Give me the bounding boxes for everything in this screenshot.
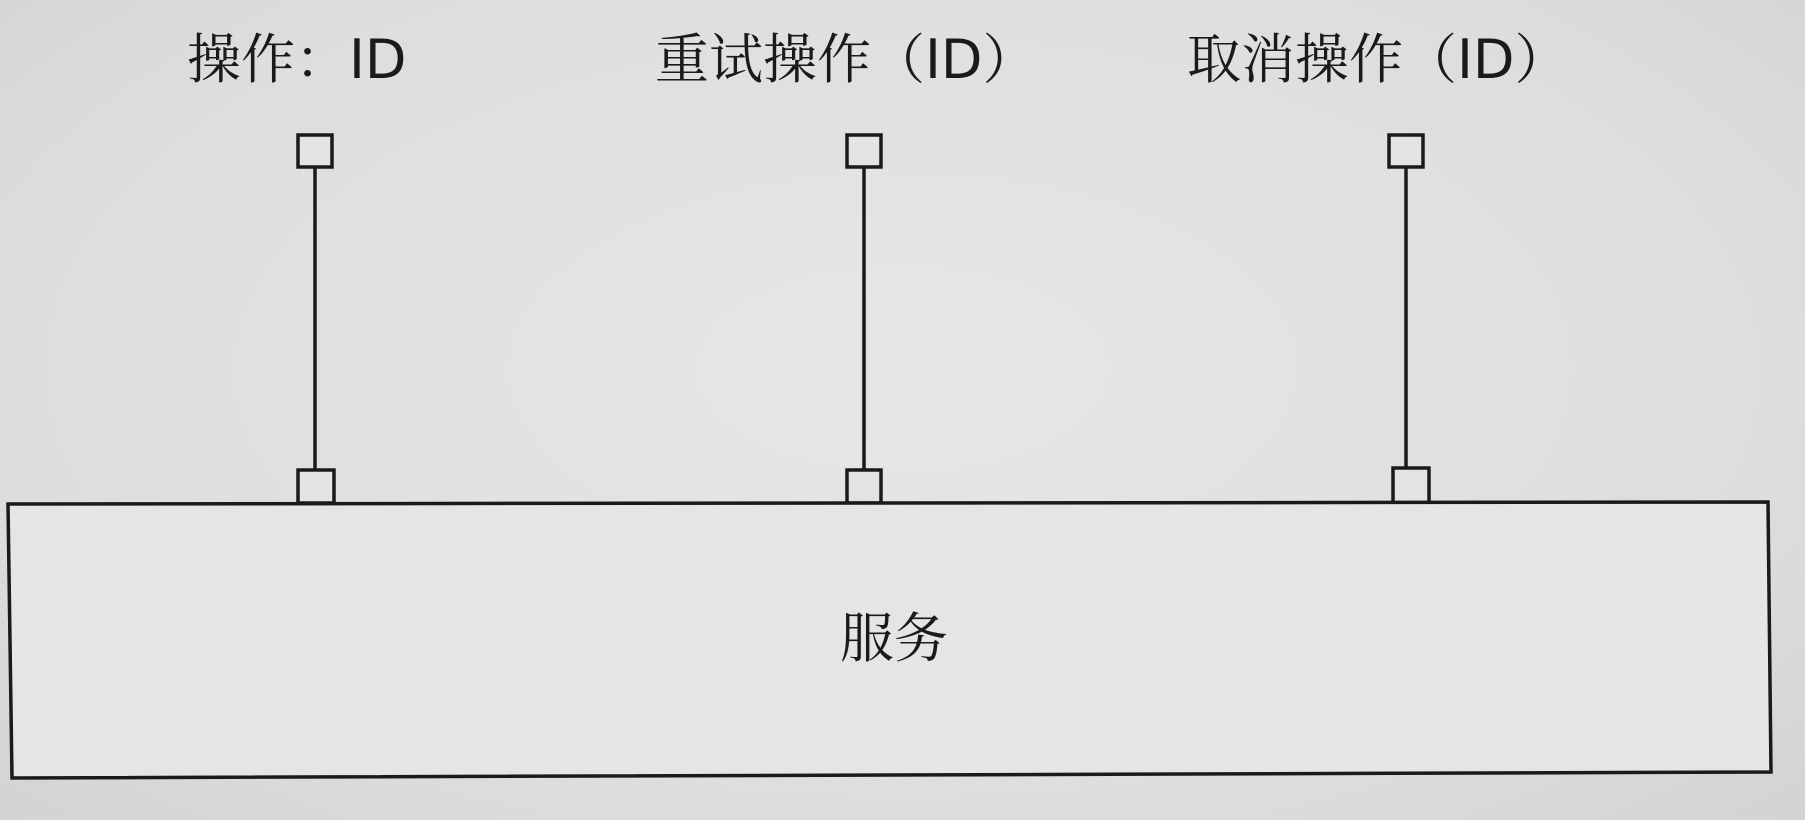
interface-label-retry: 重试操作（ID） <box>655 28 1037 91</box>
service-component <box>8 502 1771 778</box>
service-label: 服务 <box>840 607 948 670</box>
interface-label-operation: 操作：ID <box>187 28 407 91</box>
interface-operation <box>187 28 407 503</box>
interface-port-top <box>298 135 332 167</box>
interface-port-bottom <box>298 470 334 503</box>
interface-label-cancel: 取消操作（ID） <box>1187 28 1569 91</box>
interface-port-top <box>847 135 881 167</box>
interface-port-bottom <box>847 470 881 503</box>
interface-port-bottom <box>1393 468 1429 503</box>
interface-port-top <box>1389 135 1423 167</box>
interface-retry-operation <box>655 28 1037 503</box>
interface-cancel-operation <box>1187 28 1569 503</box>
